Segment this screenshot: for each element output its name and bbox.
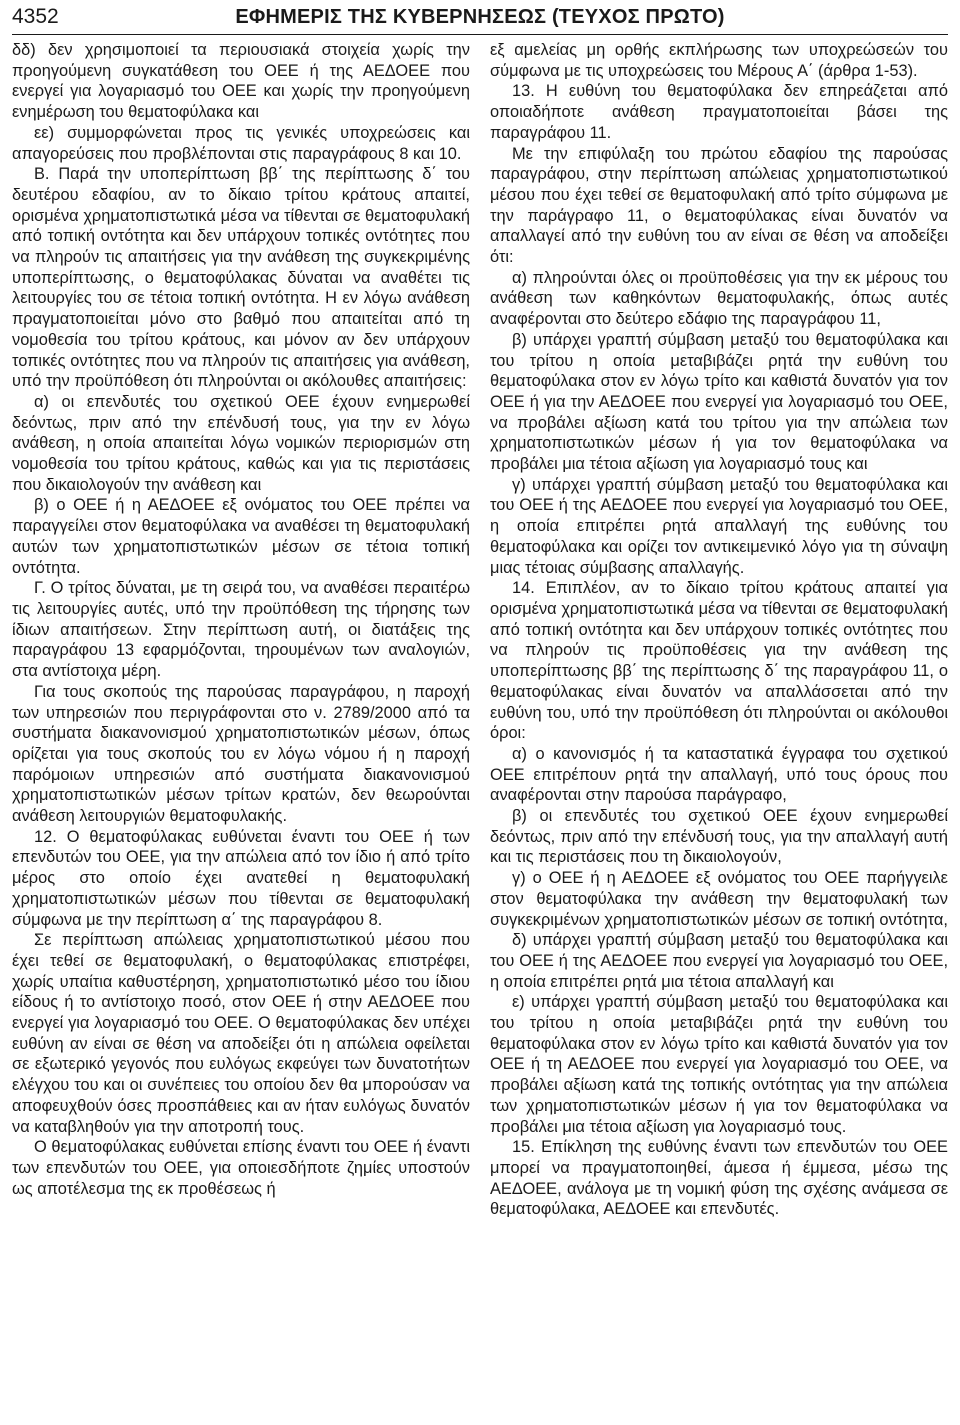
paragraph: α) πληρούνται όλες οι προϋποθέσεις για την εκ μέρους του ανάθεση των καθηκόντων θεματοφυλακής, όπως αυτές αναφέρονται στο δεύτερο εδάφιο της παραγράφου 11, bbox=[490, 268, 948, 329]
running-title: ΕΦΗΜΕΡΙΣ ΤΗΣ ΚΥΒΕΡΝΗΣΕΩΣ (ΤΕΥΧΟΣ ΠΡΩΤΟ) bbox=[235, 5, 725, 28]
paragraph: 14. Επιπλέον, αν το δίκαιο τρίτου κράτους απαιτεί για ορισμένα χρηματοπιστωτικά μέσα να τίθενται σε θεματοφυλακή από τοπική οντότητα και δεν υπάρχουν τοπικές οντότητες που να πληρούν τις προϋποθέσεις για την ανάθεση της υποπερίπτωσης ββ΄ της περίπτωσης δ΄ της παραγράφου 11, ο θεματοφύλακας είναι δυνατόν να απαλλάσσεται από την ευθύνη του, υπό την προϋπόθεση ότι πληρούνται οι ακόλουθοι όροι: bbox=[490, 579, 948, 743]
paragraph: Β. Παρά την υποπερίπτωση ββ΄ της περίπτωσης δ΄ του δευτέρου εδαφίου, αν το δίκαιο τρίτου κράτους απαιτεί, ορισμένα χρηματοπιστωτικά μέσα να τίθενται σε θεματοφυλακή από τοπική οντότητα και δεν υπάρχουν τοπικές οντότητες που να πληρούν τις απαιτήσεις για την ανάθεση της συγκεκριμένης υποπερίπτωσης, ο θεματοφύλακας δύναται να αναθέτει τις λειτουργίες του σε τέτοια τοπική οντότητα. Η εν λόγω ανάθεση πραγματοποιείται μόνο στο βαθμό που απαιτείται από τη νομοθεσία του τρίτου κράτους, και μόνον αν δεν υπάρχουν τοπικές οντότητες που να πληρούν τις απαιτήσεις για ανάθεση, υπό την προϋπόθεση ότι πληρούνται οι ακόλουθες απαιτήσεις: bbox=[12, 165, 470, 391]
paragraph: β) ο ΟΕΕ ή η ΑΕΔΟΕΕ εξ ονόματος του ΟΕΕ πρέπει να παραγγείλει στον θεματοφύλακα να αναθέσει τη θεματοφυλακή αυτών των χρηματοπιστωτικών μέσων σε τέτοια τοπική οντότητα. bbox=[12, 496, 470, 577]
paragraph: β) οι επενδυτές του σχετικού ΟΕΕ έχουν ενημερωθεί δεόντως, πριν από την επένδυσή τους, για την απαλλαγή αυτή και τις περιστάσεις που τη δικαιολογούν, bbox=[490, 807, 948, 867]
paragraph: Σε περίπτωση απώλειας χρηματοπιστωτικού μέσου που έχει τεθεί σε θεματοφυλακή, ο θεματοφύλακας επιστρέφει, χωρίς υπαίτια καθυστέρηση, χρηματοπιστωτικό μέσο του ίδιου είδους ή το αντίστοιχο ποσό, στον ΟΕΕ ή στην ΑΕΔΟΕΕ που ενεργεί για λογαριασμό του ΟΕΕ. Ο θεματοφύλακας δεν υπέχει ευθύνη αν είναι σε θέση να αποδείξει ότι η απώλεια οφείλεται σε εξωτερικό γεγονός που ευλόγως εκφεύγει των δυνατοτήτων ελέγχου του και οι συνέπειες του οποίου δεν θα μπορούσαν να αποφευχθούν όσες προσπάθειες και αν ήταν ευλόγως δυνατόν να καταβληθούν για την αποτροπή τους. bbox=[12, 931, 470, 1136]
paragraph: Με την επιφύλαξη του πρώτου εδαφίου της παρούσας παραγράφου, στην περίπτωση απώλειας χρηματοπιστωτικού μέσου που έχει τεθεί σε θεματοφυλακή από τρίτο σύμφωνα με την παράγραφο 11, ο θεματοφύλακας είναι δυνατόν να απαλλαγεί από την ευθύνη του αν είναι σε θέση να αποδείξει ότι: bbox=[490, 144, 948, 267]
page-header bbox=[12, 0, 948, 35]
paragraph: 15. Επίκληση της ευθύνης έναντι των επενδυτών του ΟΕΕ μπορεί να πραγματοποιηθεί, άμεσα ή έμμεσα, μέσω της ΑΕΔΟΕΕ, ανάλογα με τη νομική φύση της σχέσης ανάμεσα σε θεματοφύλακα, ΑΕΔΟΕΕ και επενδυτές. bbox=[490, 1138, 948, 1219]
paragraph: 12. Ο θεματοφύλακας ευθύνεται έναντι του ΟΕΕ ή των επενδυτών του ΟΕΕ, για την απώλεια από τον ίδιο ή από τρίτο μέρος στο οποίο έχει ανατεθεί η θεματοφυλακή χρηματοπιστωτικών μέσων που τίθενται σε θεματοφυλακή σύμφωνα με την περίπτωση α΄ της παραγράφου 8. bbox=[12, 827, 470, 929]
paragraph: Για τους σκοπούς της παρούσας παραγράφου, η παροχή των υπηρεσιών που περιγράφονται στο ν. 2789/2000 από τα συστήματα διακανονισμού χρηματοπιστωτικών μέσων, όπως ορίζεται για τους σκοπούς του εν λόγω νόμου ή η παροχή παρόμοιων υπηρεσιών από συστήματα διακανονισμού χρηματοπιστωτικών μέσων τρίτων κρατών, δεν θεωρούνται ανάθεση λειτουργιών θεματοφυλακής. bbox=[12, 682, 470, 826]
paragraph: Ο θεματοφύλακας ευθύνεται επίσης έναντι του ΟΕΕ ή έναντι των επενδυτών του ΟΕΕ, για οποιεσδήποτε ζημίες υποστούν ως αποτέλεσμα της εκ προθέσεως ή bbox=[12, 1138, 470, 1198]
paragraph: δδ) δεν χρησιμοποιεί τα περιουσιακά στοιχεία χωρίς την προηγούμενη συγκατάθεση του ΟΕΕ ή της ΑΕΔΟΕΕ που ενεργεί για λογαριασμό του ΟΕΕ και χωρίς την προηγούμενη ενημέρωση του θεματοφύλακα και bbox=[12, 41, 470, 122]
paragraph: α) οι επενδυτές του σχετικού ΟΕΕ έχουν ενημερωθεί δεόντως, πριν από την επένδυσή τους, για την εν λόγω ανάθεση, η οποία απαιτείται λόγω νομικών περιορισμών στη νομοθεσία του τρίτου κράτους, καθώς και για τις περιστάσεις που δικαιολογούν την ανάθεση και bbox=[12, 392, 470, 494]
paragraph: Γ. Ο τρίτος δύναται, με τη σειρά του, να αναθέσει περαιτέρω τις λειτουργίες αυτές, υπό την προϋπόθεση της τήρησης των ίδιων απαιτήσεων. Στην περίπτωση αυτή, οι διατάξεις της παραγράφου 13 εφαρμόζονται, τηρουμένων των αναλογιών, στα αντίστοιχα μέρη. bbox=[12, 579, 470, 681]
page-number: 4352 bbox=[12, 5, 59, 28]
paragraph: α) ο κανονισμός ή τα καταστατικά έγγραφα του σχετικού ΟΕΕ επιτρέπουν ρητά την απαλλαγή, υπό τους όρους που αναφέρονται στην παρούσα παράγραφο, bbox=[490, 744, 948, 805]
paragraph: εξ αμελείας μη ορθής εκπλήρωσης των υποχρεώσεών του σύμφωνα με τις υποχρεώσεις του Μέρους Α΄ (άρθρα 1-53). bbox=[490, 41, 948, 80]
paragraph: γ) ο ΟΕΕ ή η ΑΕΔΟΕΕ εξ ονόματος του ΟΕΕ παρήγγειλε στον θεματοφύλακα την ανάθεση την θεματοφυλακή των συγκεκριμένων χρηματοπιστωτικών μέσων σε τοπική οντότητα, bbox=[490, 869, 948, 929]
right-column bbox=[490, 40, 948, 1220]
paragraph: ε) υπάρχει γραπτή σύμβαση μεταξύ του θεματοφύλακα και του τρίτου η οποία μεταβιβάζει ρητά την ευθύνη του θεματοφύλακα στον εν λόγω τρίτο και καθιστά δυνατόν για τον ΟΕΕ ή τη ΑΕΔΟΕΕ που ενεργεί για λογαριασμό του ΟΕΕ, να προβάλει αξίωση κατά της τοπικής οντότητας για την απώλεια των χρηματοπιστωτικών μέσων ή για τον θεματοφύλακα να προβάλει μια τέτοια αξίωση για λογαριασμό τους. bbox=[490, 993, 948, 1136]
left-column bbox=[12, 40, 470, 1199]
paragraph: εε) συμμορφώνεται προς τις γενικές υποχρεώσεις και απαγορεύσεις που προβλέπονται στις παραγράφους 8 και 10. bbox=[12, 123, 470, 163]
paragraph: δ) υπάρχει γραπτή σύμβαση μεταξύ του θεματοφύλακα και του ΟΕΕ ή της ΑΕΔΟΕΕ που ενεργεί για λογαριασμό του ΟΕΕ, η οποία επιτρέπει ρητά μια τέτοια απαλλαγή και bbox=[490, 931, 948, 991]
paragraph: 13. Η ευθύνη του θεματοφύλακα δεν επηρεάζεται από οποιαδήποτε ανάθεση πραγματοποιείται βάσει της παραγράφου 11. bbox=[490, 82, 948, 142]
paragraph: β) υπάρχει γραπτή σύμβαση μεταξύ του θεματοφύλακα και του τρίτου η οποία μεταβιβάζει ρητά την ευθύνη του θεματοφύλακα στον εν λόγω τρίτο και καθιστά δυνατόν για τον ΟΕΕ ή για την ΑΕΔΟΕΕ που ενεργεί για λογαριασμό του ΟΕΕ, να προβάλει αξίωση κατά του τρίτου για την απώλεια των χρηματοπιστωτικών μέσων ή για τον θεματοφύλακα να προβάλει μια τέτοια αξίωση για λογαριασμό τους και bbox=[490, 330, 948, 474]
paragraph: γ) υπάρχει γραπτή σύμβαση μεταξύ του θεματοφύλακα και του ΟΕΕ ή της ΑΕΔΟΕΕ που ενεργεί για λογαριασμό του ΟΕΕ, η οποία επιτρέπει ρητά απαλλαγή της ευθύνης του θεματοφύλακα και ορίζει τον αντικειμενικό λόγο για τη σύναψη μιας τέτοιας σύμβασης απαλλαγής. bbox=[490, 475, 948, 577]
